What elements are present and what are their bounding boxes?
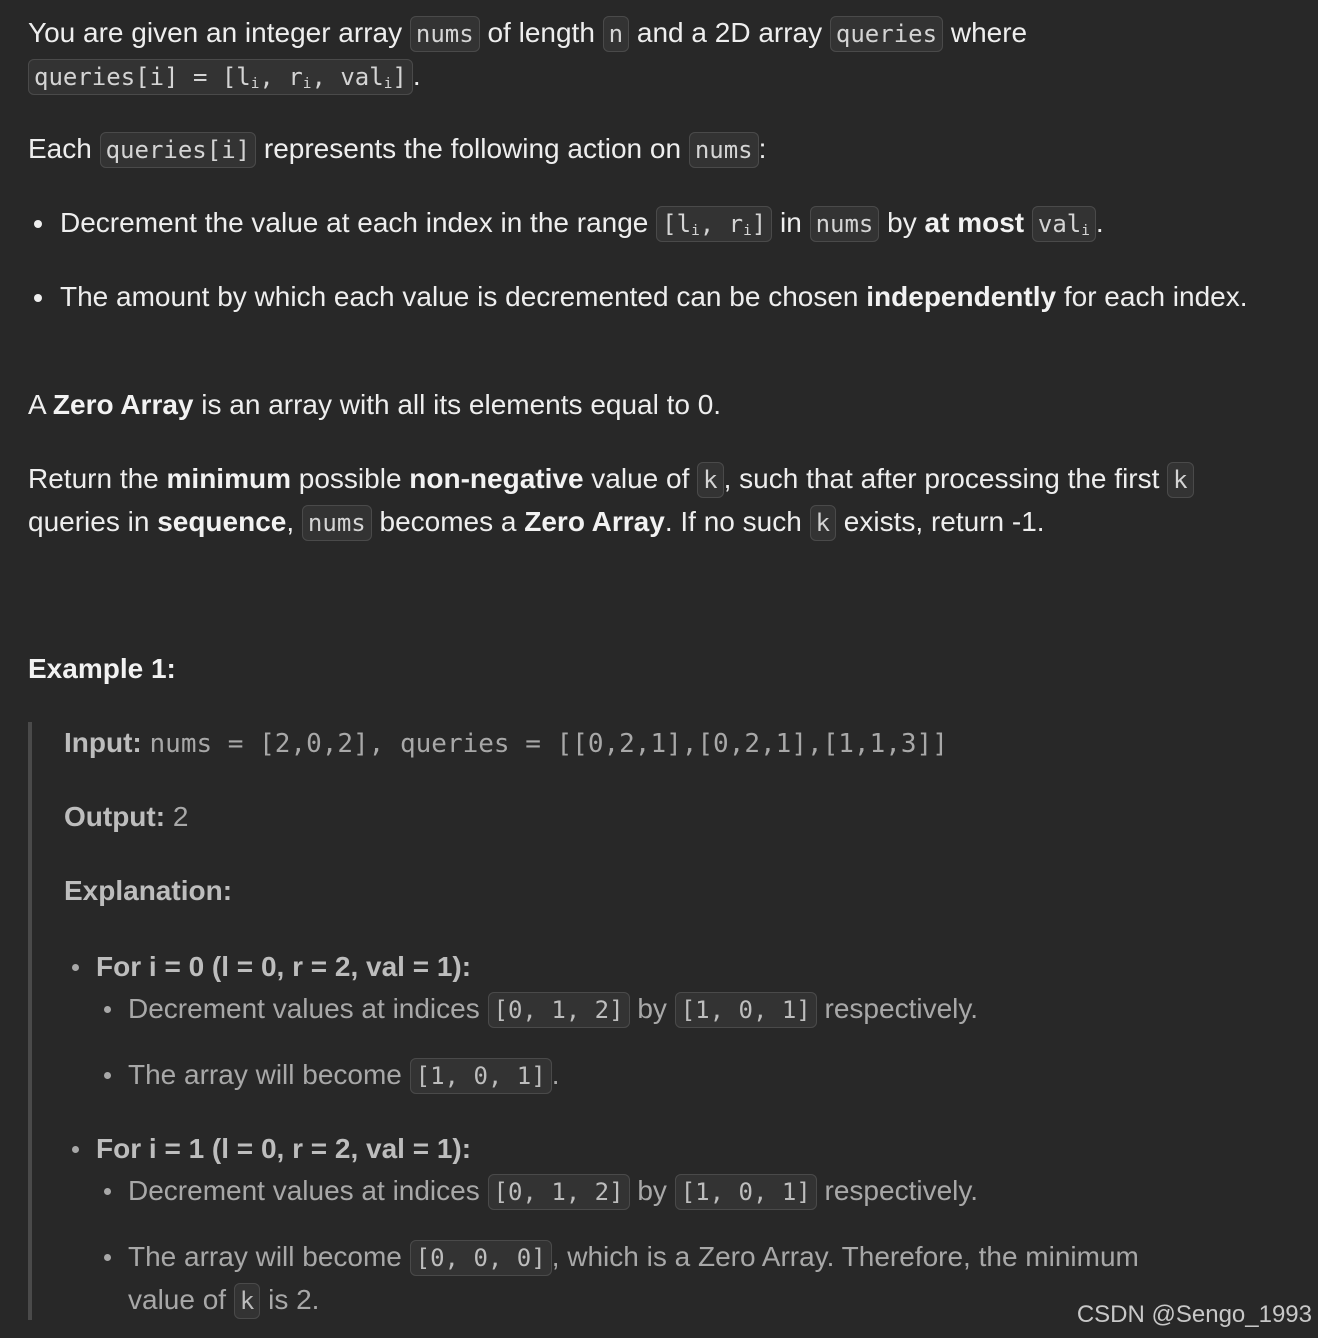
bold-sequence: sequence: [157, 506, 287, 537]
code-indices: [0, 1, 2]: [488, 1174, 630, 1210]
each-text: represents the following action on: [256, 133, 689, 164]
action-item-independent: The amount by which each value is decremented can be chosen independently for each index.: [28, 276, 1278, 318]
each-text: :: [758, 133, 767, 164]
example-input: [64, 722, 948, 765]
code-indices: [0, 1, 2]: [488, 992, 630, 1028]
code-val: val$_i$: [1032, 206, 1096, 242]
code-array: [1, 0, 1]: [410, 1058, 552, 1094]
code-nums: nums: [810, 206, 880, 242]
csdn-watermark: CSDN @Sengo_1993: [1076, 1301, 1312, 1328]
bold-zero-array: Zero Array: [524, 506, 665, 537]
code-range: [$l_i$, $r_i$]: [656, 206, 772, 242]
intro-text: You are given an integer array: [28, 17, 410, 48]
action-list: [28, 202, 1278, 318]
code-amounts: [1, 0, 1]: [675, 992, 817, 1028]
bold-non-negative: non-negative: [409, 463, 584, 494]
code-k: k: [1167, 462, 1193, 498]
code-k: k: [810, 505, 836, 541]
bold-independently: independently: [866, 280, 1057, 312]
code-nums: nums: [302, 505, 372, 541]
action-item-decrement: Decrement the value at each index in the range [$l_i$, $r_i$] in nums by at most val$_i$ .: [28, 202, 1278, 252]
each-paragraph: [28, 128, 1278, 171]
each-text: Each: [28, 133, 100, 164]
input-label: Input:: [64, 727, 142, 758]
code-queries: queries: [830, 16, 943, 52]
step-heading-2: For i = 1 (l = 0, r = 2, val = 1):: [96, 1128, 471, 1170]
input-value: nums = [2,0,2], queries = [[0,2,1],[0,2,1],[1,1,3]]: [149, 729, 948, 759]
code-nums: nums: [410, 16, 480, 52]
intro-text: .: [412, 60, 421, 91]
step1-result: The array will become [1, 0, 1] .: [128, 1054, 1208, 1097]
code-k: k: [234, 1283, 260, 1319]
return-paragraph: Return the minimum possible non-negative value of k , such that after processing the first k queries in sequence, nums becomes a Zero Array. If no such k exists, return -1.: [28, 458, 1278, 544]
step2-decrement: Decrement values at indices [0, 1, 2] by [1, 0, 1] respectively.: [128, 1170, 1208, 1213]
output-label: Output:: [64, 801, 166, 832]
example-output: [64, 796, 188, 838]
code-query-def: queries[i] = [$l_i$, $r_i$, val$_i$]: [28, 59, 413, 95]
step2-result: The array will become [0, 0, 0] , which is a Zero Array. Therefore, the minimum value of k is 2.: [128, 1236, 1208, 1322]
code-array: [0, 0, 0]: [410, 1240, 552, 1276]
output-value: 2: [172, 801, 189, 832]
code-k: k: [697, 462, 723, 498]
step1-decrement: Decrement values at indices [0, 1, 2] by [1, 0, 1] respectively.: [128, 988, 1208, 1031]
example-title: Example 1:: [28, 653, 176, 684]
code-amounts: [1, 0, 1]: [675, 1174, 817, 1210]
code-n: n: [603, 16, 629, 52]
explanation-label: Explanation:: [64, 875, 233, 906]
bold-minimum: minimum: [166, 463, 291, 494]
bold-zero-array: Zero Array: [52, 389, 194, 420]
step-heading-1: For i = 0 (l = 0, r = 2, val = 1):: [96, 946, 471, 988]
intro-text: and a 2D array: [629, 17, 830, 48]
code-queries-i: queries[i]: [100, 132, 257, 168]
intro-paragraph: [28, 12, 1278, 105]
intro-text: where: [943, 17, 1028, 48]
bold-at-most: at most: [924, 207, 1025, 238]
intro-text: of length: [479, 17, 603, 48]
zero-array-paragraph: A Zero Array is an array with all its elements equal to 0.: [28, 389, 722, 420]
example-explanation: [64, 870, 232, 912]
code-nums: nums: [689, 132, 759, 168]
example-block: [28, 722, 1282, 1320]
